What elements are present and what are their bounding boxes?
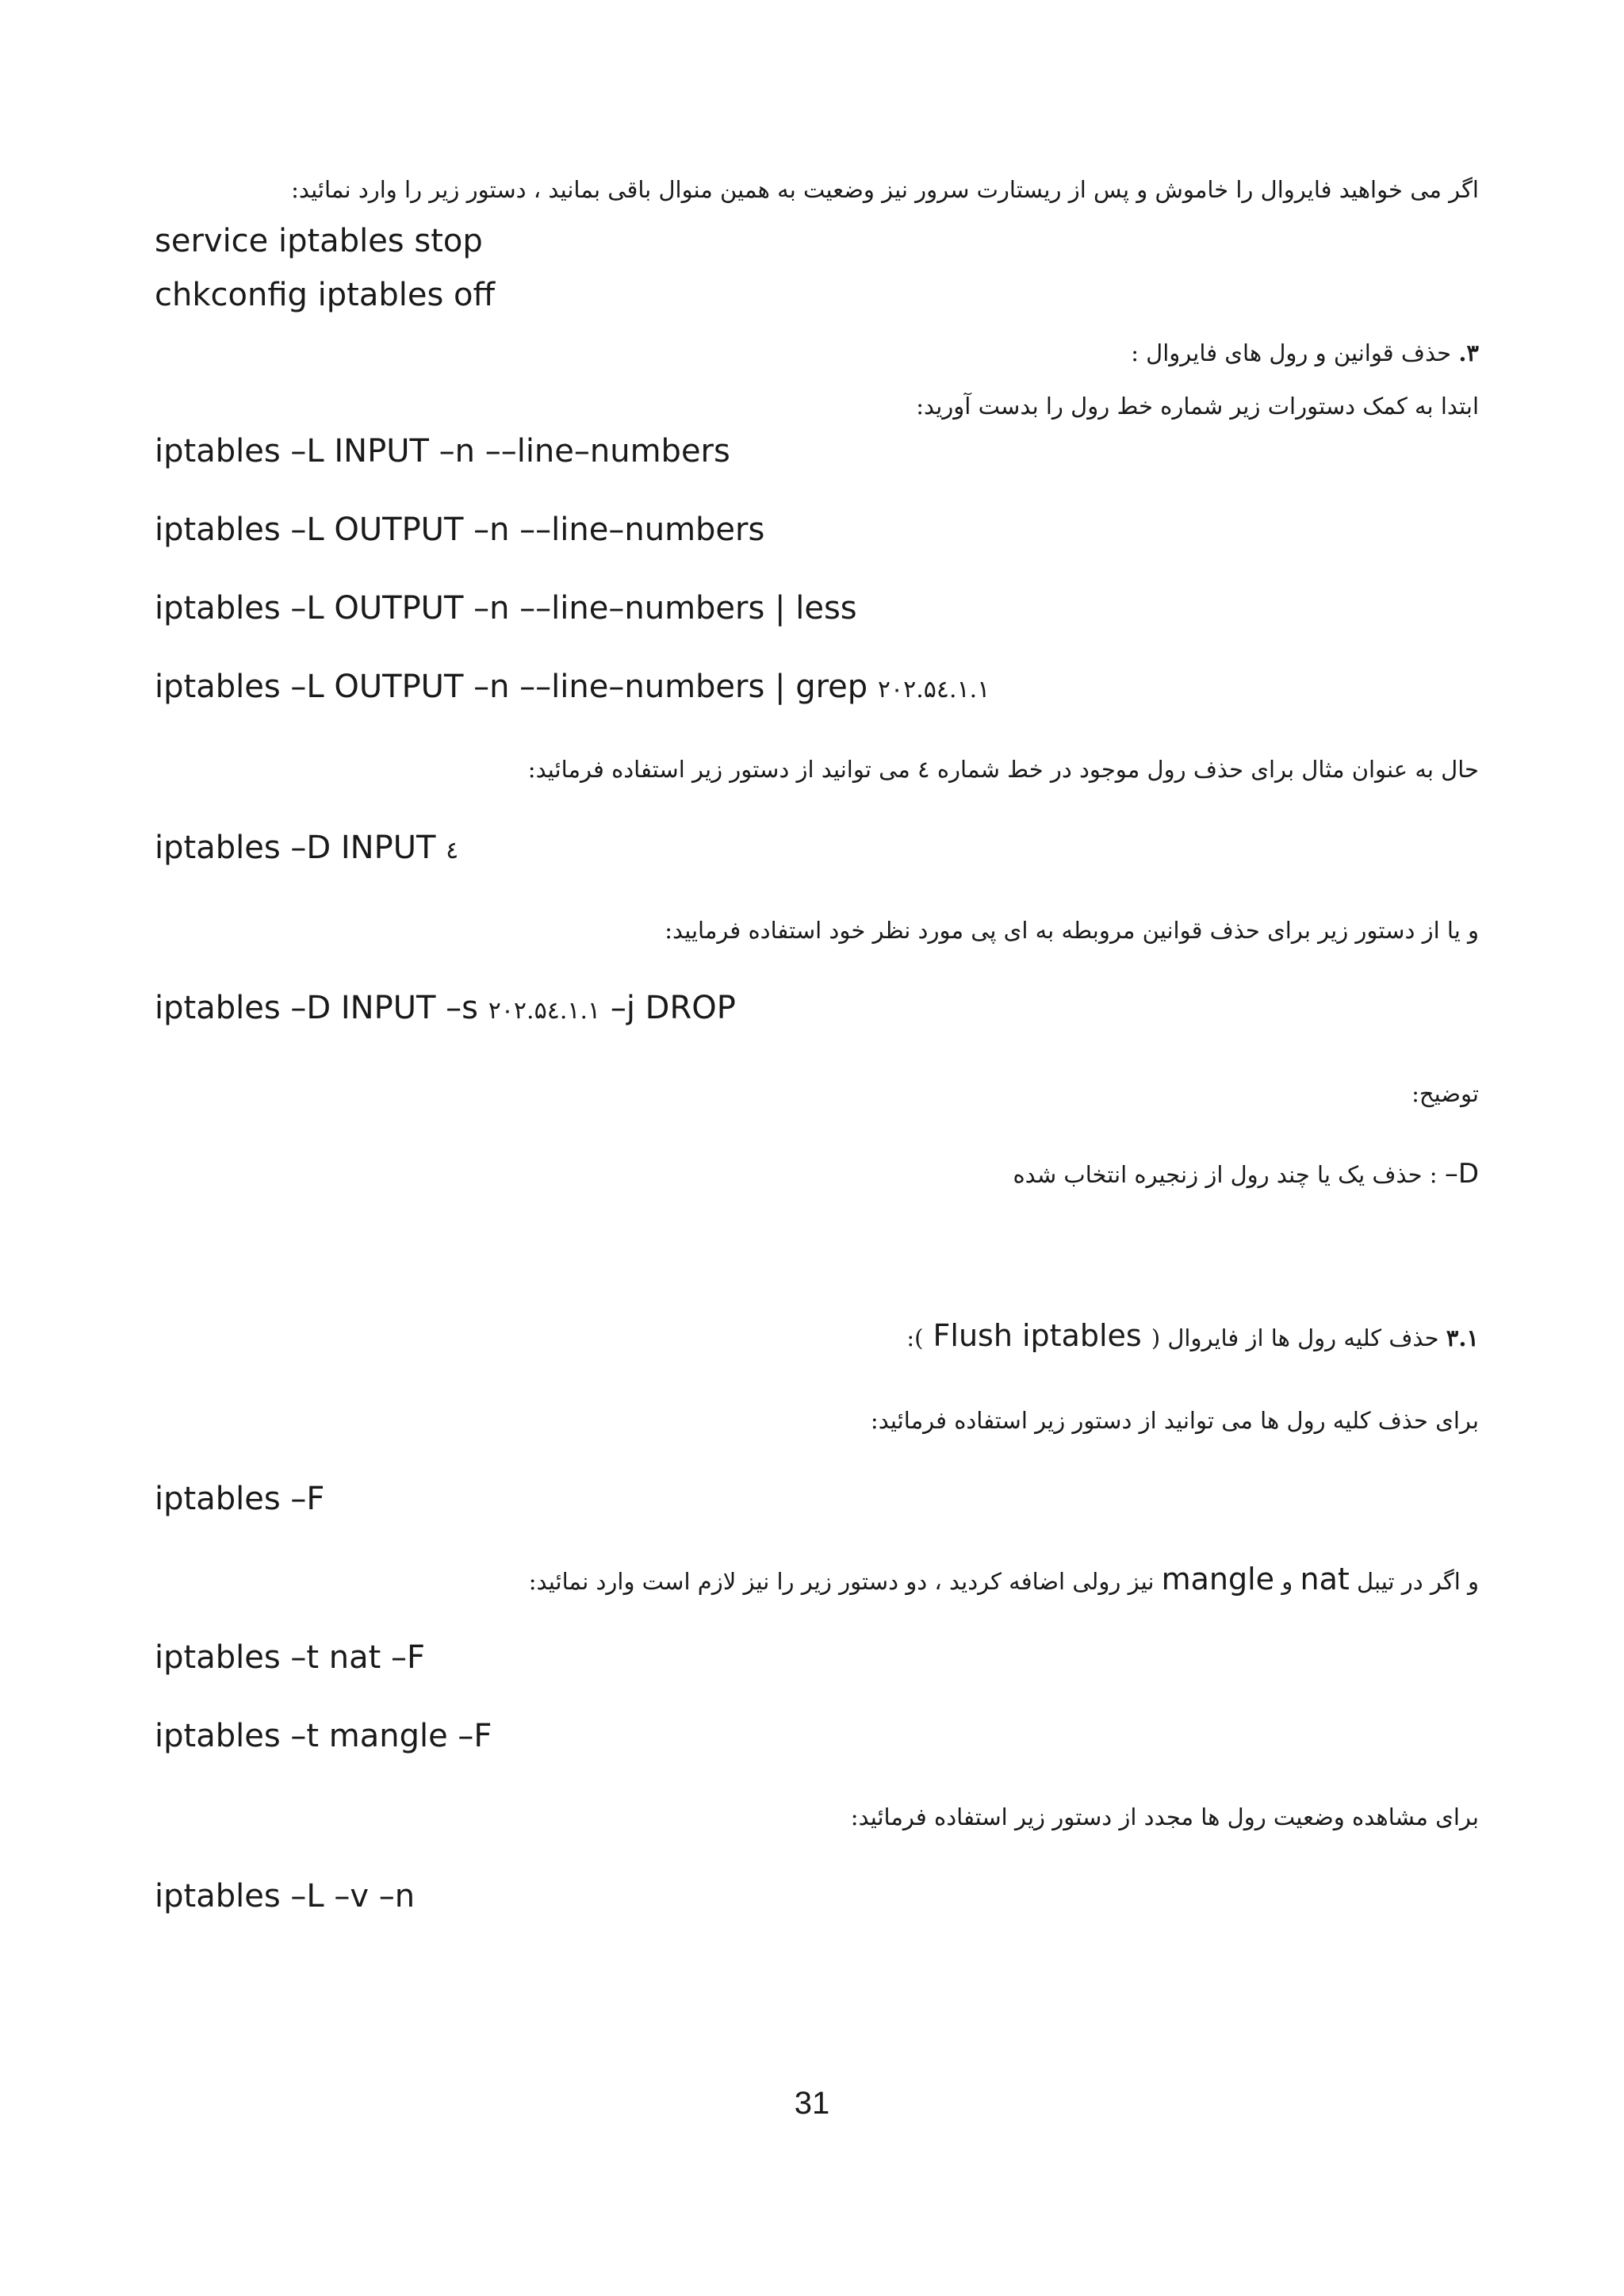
nat-mangle-part1: و اگر در تیبل bbox=[1349, 1568, 1479, 1595]
command-delete-ip bbox=[155, 987, 736, 1032]
delete-ip-description: و یا از دستور زیر برای حذف قوانین مروبطه به ای پی مورد نظر خود استفاده فرمایید: bbox=[665, 917, 1479, 944]
command-list-all: iptables –L –v –n bbox=[155, 1878, 416, 1915]
command-list-output-less: iptables –L OUTPUT –n ––line–numbers | less bbox=[155, 590, 857, 627]
section-3-heading bbox=[1131, 337, 1479, 369]
explanation-label: توضیح: bbox=[1411, 1080, 1479, 1107]
command-flush: iptables –F bbox=[155, 1481, 325, 1517]
command-delete-line bbox=[155, 827, 458, 872]
explanation-item bbox=[1013, 1158, 1479, 1190]
view-description: برای مشاهده وضعیت رول ها مجدد از دستور زیر استفاده فرمائید: bbox=[850, 1803, 1479, 1830]
section-3-number: ۳. bbox=[1458, 339, 1479, 366]
section-3-1-heading bbox=[906, 1320, 1479, 1354]
mangle-table-name: mangle bbox=[1161, 1562, 1275, 1596]
section-3-1-title-end: ): bbox=[906, 1324, 924, 1351]
command-chkconfig-off: chkconfig iptables off bbox=[155, 277, 496, 313]
command-delete-ip-address: ۲۰۲.۵٤.۱.۱ bbox=[488, 997, 601, 1025]
delete-line-description: حال به عنوان مثال برای حذف رول موجود در خط شماره ٤ می توانید از دستور زیر استفاده فرمائید: bbox=[527, 756, 1479, 783]
intro-paragraph: اگر می خواهید فایروال را خاموش و پس از ریستارت سرور نیز وضعیت به همین منوال باقی بمانید ، دستور زیر را وارد نمائید: bbox=[291, 176, 1479, 203]
flush-description: برای حذف کلیه رول ها می توانید از دستور زیر استفاده فرمائید: bbox=[870, 1407, 1479, 1434]
command-delete-ip-suffix: –j DROP bbox=[600, 990, 736, 1026]
command-delete-line-text: iptables –D INPUT bbox=[155, 830, 446, 866]
nat-table-name: nat bbox=[1300, 1562, 1350, 1596]
command-list-input: iptables –L INPUT –n ––line–numbers bbox=[155, 433, 730, 470]
command-list-output: iptables –L OUTPUT –n ––line–numbers bbox=[155, 512, 765, 548]
command-flush-nat: iptables –t nat –F bbox=[155, 1639, 426, 1676]
explanation-text: : حذف یک یا چند رول از زنجیره انتخاب شده bbox=[1013, 1161, 1445, 1188]
command-delete-ip-prefix: iptables –D INPUT –s bbox=[155, 990, 488, 1026]
nat-mangle-part2: و bbox=[1274, 1568, 1300, 1595]
section-3-title: حذف قوانین و رول های فایروال : bbox=[1131, 339, 1459, 366]
command-grep-text: iptables –L OUTPUT –n ––line–numbers | grep bbox=[155, 669, 878, 705]
command-list-output-grep bbox=[155, 666, 990, 711]
section-3-1-title: حذف کلیه رول ها از فایروال ( bbox=[1151, 1324, 1446, 1351]
section-3-1-number: ۳.۱ bbox=[1446, 1324, 1479, 1351]
command-flush-mangle: iptables –t mangle –F bbox=[155, 1718, 492, 1754]
command-grep-ip: ۲۰۲.۵٤.۱.۱ bbox=[877, 676, 990, 703]
nat-mangle-description bbox=[529, 1563, 1479, 1597]
explanation-flag: D– bbox=[1444, 1158, 1479, 1190]
nat-mangle-part3: نیز رولی اضافه کردید ، دو دستور زیر را نیز لازم است وارد نمائید: bbox=[528, 1568, 1162, 1595]
page-number: 31 bbox=[794, 2086, 830, 2121]
section-3-1-title-en: Flush iptables bbox=[923, 1318, 1151, 1353]
section-3-description: ابتدا به کمک دستورات زیر شماره خط رول را بدست آورید: bbox=[916, 393, 1479, 420]
command-delete-line-number: ٤ bbox=[446, 837, 459, 864]
command-service-stop: service iptables stop bbox=[155, 223, 483, 259]
